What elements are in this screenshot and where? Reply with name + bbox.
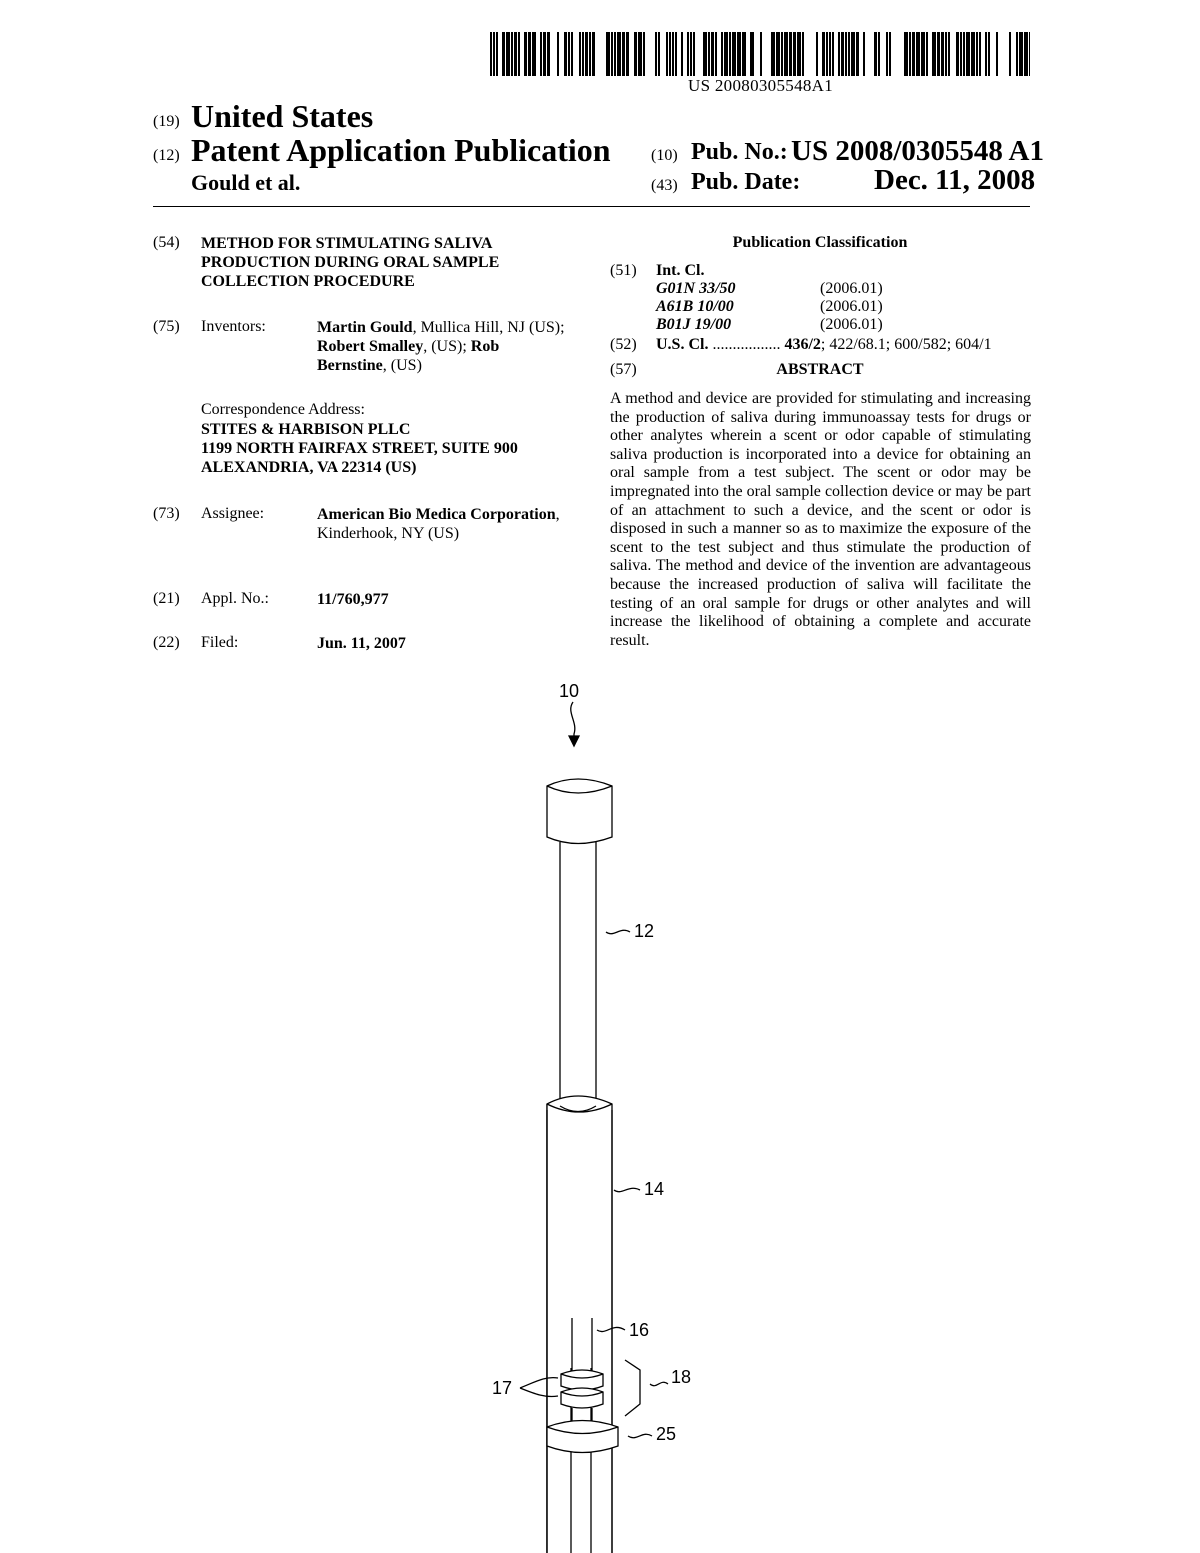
publication-type: Patent Application Publication — [191, 132, 611, 168]
barcode-bar — [912, 32, 915, 76]
barcode-bar — [838, 32, 840, 76]
barcode-bar — [963, 32, 965, 76]
barcode-bar — [490, 32, 492, 76]
int-cl-year: (2006.01) — [820, 298, 883, 315]
barcode-bar — [996, 32, 998, 76]
barcode-bar — [617, 32, 621, 76]
barcode-bar — [826, 32, 828, 76]
code-54: (54) — [153, 234, 180, 251]
filed-date: Jun. 11, 2007 — [317, 635, 406, 652]
code-43: (43) — [651, 177, 678, 194]
barcode-bar — [784, 32, 788, 76]
base-disc — [547, 1421, 618, 1453]
us-cl-label: U.S. Cl. — [656, 336, 709, 353]
abstract-text: A method and device are provided for stimulating and increasing the production of saliva during immunoassay tests for drugs or other analytes wherein a scent or odor capable of stimulating saliva production is incorporated into a device for obtaining an oral sample from a test subject. The scent or odor may be impregnated into the oral sample collection device or may be part of an attachment to such a device, and the scent or odor is disposed in such a manner so as to maximize the exposure of the scent to the test subject and thus stimulate the production of saliva. The method and device of the invention are advantageous because the increased production of saliva will facilitate the testing of an oral sample for drugs or other analytes and will increase the likelihood of obtaining a complete and accurate result. — [610, 390, 1031, 649]
barcode-bar — [643, 32, 645, 76]
barcode-bar — [874, 32, 877, 76]
barcode-bar — [724, 32, 728, 76]
code-22: (22) — [153, 634, 180, 651]
barcode-bar — [886, 32, 888, 76]
code-57: (57) — [610, 361, 637, 378]
barcode-bar — [909, 32, 911, 76]
barcode-bar — [841, 32, 844, 76]
barcode-bar — [948, 32, 950, 76]
barcode-bar — [789, 32, 792, 76]
barcode-bar — [1024, 32, 1028, 76]
inventor-location: , (US); — [423, 338, 471, 355]
barcode-bar — [829, 32, 831, 76]
inventor-name: Rob Bernstine — [317, 338, 500, 374]
barcode-bar — [771, 32, 775, 76]
inventors-list — [317, 318, 567, 375]
barcode-bar — [979, 32, 981, 76]
barcode-bar — [532, 32, 536, 76]
barcode-bar — [904, 32, 908, 76]
assignee-location: , Kinderhook, NY (US) — [317, 506, 560, 542]
int-cl-code: B01J 19/00 — [656, 316, 732, 333]
barcode-bar — [511, 32, 513, 76]
inventor-name: Robert Smalley — [317, 338, 424, 355]
barcode-bar — [793, 32, 796, 76]
barcode-bar — [528, 32, 531, 76]
barcode-bar — [976, 32, 978, 76]
int-cl-code: G01N 33/50 — [656, 280, 736, 297]
barcode-bar — [672, 32, 674, 76]
barcode-bar — [816, 32, 818, 76]
barcode-bar — [493, 32, 495, 76]
ref-14: 14 — [644, 1179, 665, 1199]
barcode-bar — [848, 32, 850, 76]
barcode-bar — [568, 32, 570, 76]
barcode-bar — [675, 32, 677, 76]
stem-16-lines — [572, 1318, 592, 1372]
barcode-bar — [926, 32, 928, 76]
barcode-bar — [856, 32, 859, 76]
int-cl-code: A61B 10/00 — [656, 298, 734, 315]
appl-no-label: Appl. No.: — [201, 590, 269, 607]
barcode-number: US 20080305548A1 — [688, 76, 834, 95]
barcode-bar — [916, 32, 920, 76]
code-19: (19) — [153, 113, 180, 130]
code-12: (12) — [153, 147, 180, 164]
assignee-name: American Bio Medica Corporation — [317, 506, 556, 523]
barcode-bar — [690, 32, 692, 76]
inventor-location: , Mullica Hill, NJ (US); — [412, 319, 565, 336]
barcode-bar — [715, 32, 717, 76]
barcode-bar — [797, 32, 801, 76]
barcode-bar — [1029, 32, 1030, 76]
header-rule — [153, 206, 1030, 207]
barcode-bar — [703, 32, 707, 76]
invention-title: METHOD FOR STIMULATING SALIVA PRODUCTION DURING ORAL SAMPLE COLLECTION PROCEDURE — [201, 235, 500, 290]
barcode-bar — [1016, 32, 1018, 76]
barcode-bar — [721, 32, 723, 76]
barcode-bar — [985, 32, 987, 76]
code-73: (73) — [153, 505, 180, 522]
ref-12: 12 — [634, 921, 655, 941]
address-line: 1199 NORTH FAIRFAX STREET, SUITE 900 — [201, 440, 518, 457]
barcode-bar — [547, 32, 550, 76]
barcode-bar — [614, 32, 616, 76]
barcode-bar — [557, 32, 559, 76]
pub-date: Dec. 11, 2008 — [874, 164, 1036, 196]
barcode-bar — [921, 32, 925, 76]
ref-10: 10 — [559, 681, 580, 701]
barcode-bar — [760, 32, 762, 76]
ref-18: 18 — [671, 1367, 692, 1387]
barcode-bar — [988, 32, 990, 76]
barcode-bar — [711, 32, 714, 76]
code-75: (75) — [153, 318, 180, 335]
barcode-bar — [822, 32, 825, 76]
barcode-bar — [622, 32, 625, 76]
barcode-bar — [937, 32, 940, 76]
barcode-bar — [626, 32, 629, 76]
barcode-bar — [579, 32, 581, 76]
barcode-bar — [971, 32, 975, 76]
barcode-bar — [776, 32, 780, 76]
us-cl-main: 436/2 — [780, 336, 821, 353]
us-classification — [656, 336, 1032, 354]
filed-label: Filed: — [201, 634, 239, 651]
barcode-bar — [802, 32, 804, 76]
barcode-bar — [514, 32, 517, 76]
barcode-bar — [693, 32, 695, 76]
barcode-bar — [941, 32, 944, 76]
barcode-bar — [750, 32, 754, 76]
barcode-bar — [832, 32, 834, 76]
barcode-bar — [687, 32, 689, 76]
address-line: STITES & HARBISON PLLC — [201, 421, 411, 438]
barcode-bar — [666, 32, 668, 76]
abstract-heading: ABSTRACT — [776, 361, 864, 378]
barcode-bar — [851, 32, 855, 76]
authors: Gould et al. — [191, 170, 301, 195]
barcode-bar — [845, 32, 847, 76]
barcode-bar — [506, 32, 510, 76]
barcode-bar — [1009, 32, 1011, 76]
barcode-bar — [1019, 32, 1023, 76]
country: United States — [191, 98, 374, 134]
barcode-bar — [889, 32, 891, 76]
us-cl-rest: ; 422/68.1; 600/582; 604/1 — [820, 336, 992, 353]
barcode-bar — [606, 32, 610, 76]
barcode-bar — [592, 32, 595, 76]
inventor-location: , (US) — [382, 357, 422, 374]
barcode-bar — [863, 32, 865, 76]
barcode-bar — [502, 32, 505, 76]
address-line: ALEXANDRIA, VA 22314 (US) — [201, 459, 417, 476]
barcode-bar — [655, 32, 657, 76]
pub-no-label: Pub. No.: — [691, 139, 788, 165]
barcode — [490, 32, 1030, 76]
ref-16: 16 — [629, 1320, 650, 1340]
barcode-bar — [681, 32, 683, 76]
barcode-bar — [742, 32, 746, 76]
ring-lower — [561, 1388, 603, 1408]
barcode-bar — [638, 32, 642, 76]
barcode-bar — [708, 32, 710, 76]
publication-classification-heading: Publication Classification — [732, 234, 908, 251]
barcode-bar — [781, 32, 783, 76]
inventors-label: Inventors: — [201, 318, 266, 335]
barcode-bar — [966, 32, 970, 76]
pub-date-label: Pub. Date: — [691, 169, 801, 195]
int-cl-year: (2006.01) — [820, 280, 883, 297]
int-cl-year: (2006.01) — [820, 316, 883, 333]
barcode-bar — [729, 32, 731, 76]
barcode-bar — [582, 32, 584, 76]
barcode-bar — [669, 32, 671, 76]
pub-no: US 2008/0305548 A1 — [791, 135, 1044, 167]
barcode-bar — [658, 32, 660, 76]
assignee-label: Assignee: — [201, 505, 265, 522]
ref-25: 25 — [656, 1424, 677, 1444]
code-51: (51) — [610, 262, 637, 279]
barcode-bar — [540, 32, 542, 76]
barcode-bar — [564, 32, 567, 76]
barcode-bar — [571, 32, 573, 76]
barcode-bar — [585, 32, 588, 76]
barcode-bar — [932, 32, 936, 76]
barcode-bar — [524, 32, 527, 76]
appl-no: 11/760,977 — [317, 591, 389, 608]
ref-17: 17 — [492, 1378, 513, 1398]
barcode-bar — [518, 32, 520, 76]
barcode-bar — [960, 32, 962, 76]
assignee — [317, 505, 567, 543]
barcode-bar — [878, 32, 880, 76]
int-cl-label: Int. Cl. — [656, 262, 705, 279]
ring-upper — [561, 1370, 603, 1390]
barcode-bar — [543, 32, 546, 76]
barcode-bar — [634, 32, 637, 76]
correspondence-label: Correspondence Address: — [201, 401, 365, 418]
correspondence-address — [201, 420, 581, 477]
barcode-bar — [956, 32, 959, 76]
spacer — [540, 1312, 620, 1320]
barcode-bar — [611, 32, 613, 76]
barcode-bar — [945, 32, 947, 76]
barcode-bar — [737, 32, 741, 76]
us-cl-dots: ................. — [708, 336, 781, 353]
barcode-bar — [496, 32, 498, 76]
barcode-bar — [589, 32, 591, 76]
code-10: (10) — [651, 147, 678, 164]
inventor-name: Martin Gould — [317, 319, 413, 336]
code-21: (21) — [153, 590, 180, 607]
barcode-bar — [732, 32, 736, 76]
code-52: (52) — [610, 336, 637, 353]
